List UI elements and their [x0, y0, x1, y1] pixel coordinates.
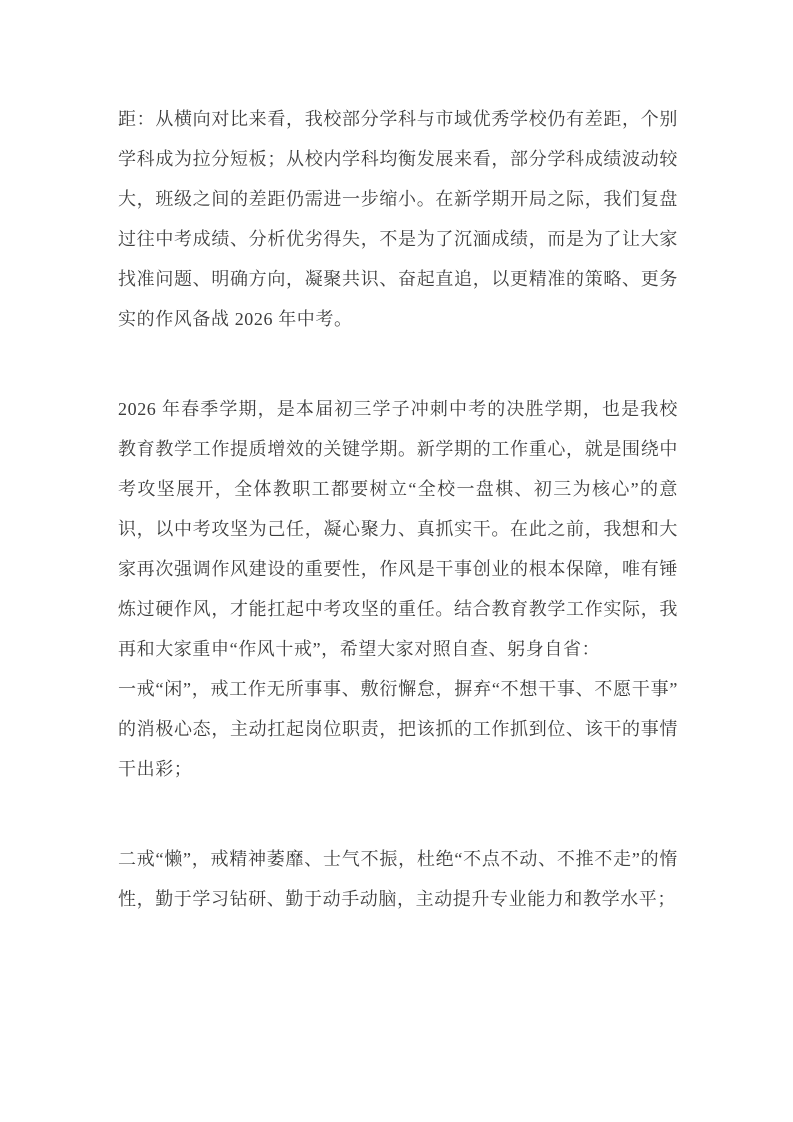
- paragraph-exam-review: 距：从横向对比来看，我校部分学科与市域优秀学校仍有差距，个别学科成为拉分短板；从校内学科均衡发展来看，部分学科成绩波动较大，班级之间的差距仍需进一步缩小。在新学期开局之际，我们复盘过往中考成绩、分析优劣得失，不是为了沉湎成绩，而是为了让大家找准问题、明确方向，凝聚共识、奋起直追，以更精准的策略、更务实的作风备战 2026 年中考。: [118, 109, 678, 329]
- paragraph-rule-two-laziness: 二戒“懒”，戒精神萎靡、士气不振，杜绝“不点不动、不推不走”的惰性，勤于学习钻研、勤于动手动脑，主动提升专业能力和教学水平；: [118, 849, 678, 909]
- paragraph-rule-one-idleness: 一戒“闲”，戒工作无所事事、敷衍懈怠，摒弃“不想干事、不愿干事”的消极心态，主动扛起岗位职责，把该抓的工作抓到位、该干的事情干出彩；: [118, 679, 678, 779]
- document-text-block: [118, 99, 678, 919]
- paragraph-spring-semester: 2026 年春季学期，是本届初三学子冲刺中考的决胜学期，也是我校教育教学工作提质增效的关键学期。新学期的工作重心，就是围绕中考攻坚展开，全体教职工都要树立“全校一盘棋、初三为核心”的意识，以中考攻坚为己任，凝心聚力、真抓实干。在此之前，我想和大家再次强调作风建设的重要性，作风是干事创业的根本保障，唯有锤炼过硬作风，才能扛起中考攻坚的重任。结合教育教学工作实际，我再和大家重申“作风十戒”，希望大家对照自查、躬身自省：: [118, 399, 678, 659]
